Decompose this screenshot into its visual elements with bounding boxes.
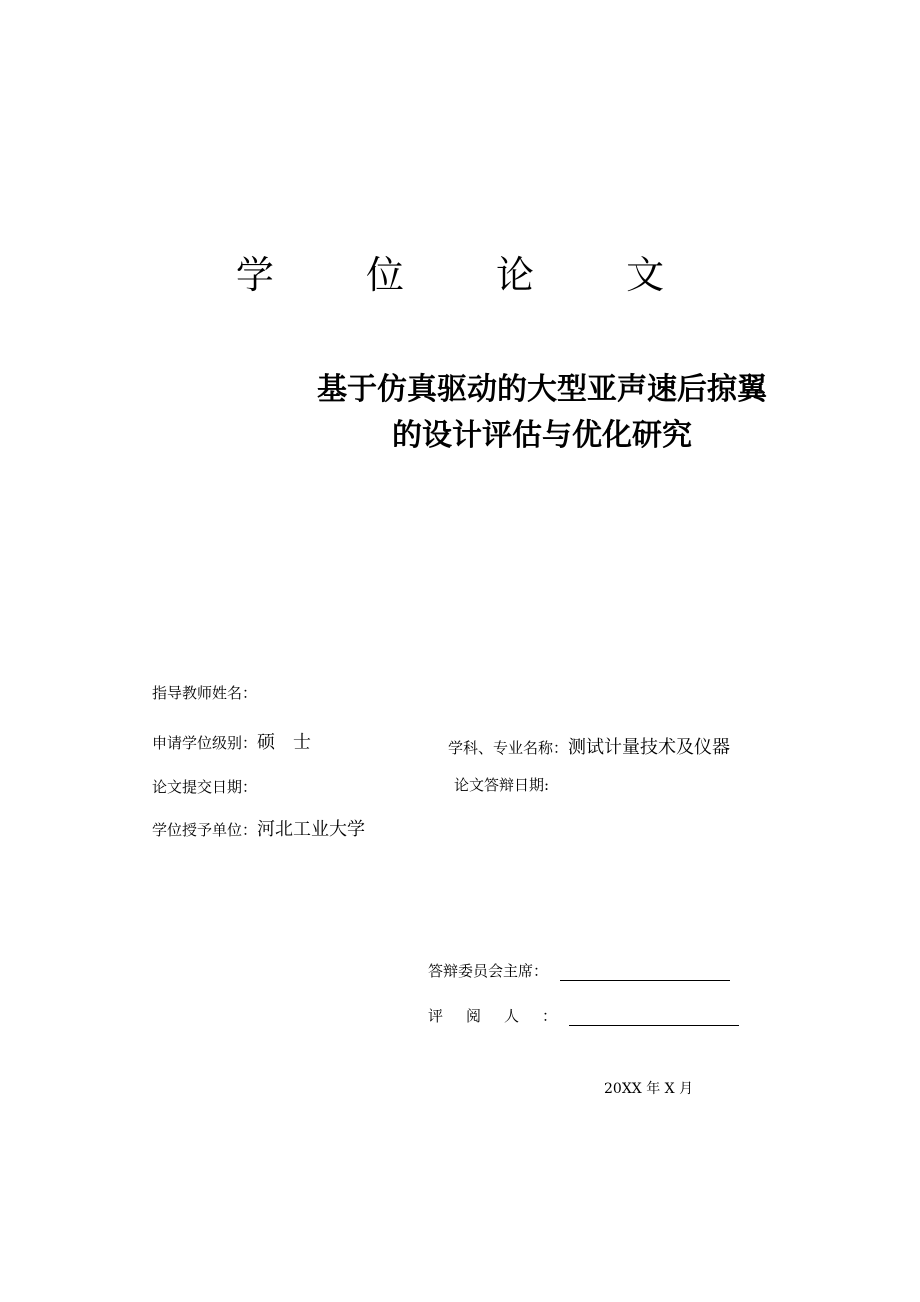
reviewer-label-colon: ：: [542, 1007, 558, 1025]
major-label: 学科、专业名称：: [448, 739, 569, 757]
awarding-unit-label: 学位授予单位：: [152, 821, 258, 839]
thesis-title-line-1: 基于仿真驱动的大型亚声速后掠翼: [317, 372, 767, 407]
advisor-label: 指导教师姓名：: [152, 684, 258, 702]
major-value: 测试计量技术及仪器: [568, 737, 731, 758]
committee-chair-signature-line: [560, 964, 730, 981]
committee-chair-row: [428, 960, 730, 981]
thesis-title-line-2: 的设计评估与优化研究: [392, 418, 692, 453]
awarding-unit-row: [152, 815, 365, 841]
cover-date: 20XX 年 X 月: [604, 1081, 694, 1097]
submit-date-row: [152, 776, 257, 797]
document-type-heading: 学 位 论 文: [235, 253, 705, 297]
reviewer-row: [428, 1005, 739, 1026]
degree-value: 硕 士: [257, 732, 312, 753]
degree-row: [152, 728, 311, 754]
defense-date-row: [454, 774, 549, 795]
reviewer-label: 评阅人: [428, 1007, 543, 1025]
major-row: [448, 733, 730, 759]
reviewer-signature-line: [569, 1009, 739, 1026]
submit-date-label: 论文提交日期：: [152, 778, 258, 796]
awarding-unit-value: 河北工业大学: [257, 819, 366, 840]
committee-chair-label: 答辩委员会主席：: [428, 962, 549, 980]
defense-date-label: 论文答辩日期:: [454, 776, 550, 794]
advisor-row: [152, 682, 257, 703]
degree-label: 申请学位级别：: [152, 734, 258, 752]
